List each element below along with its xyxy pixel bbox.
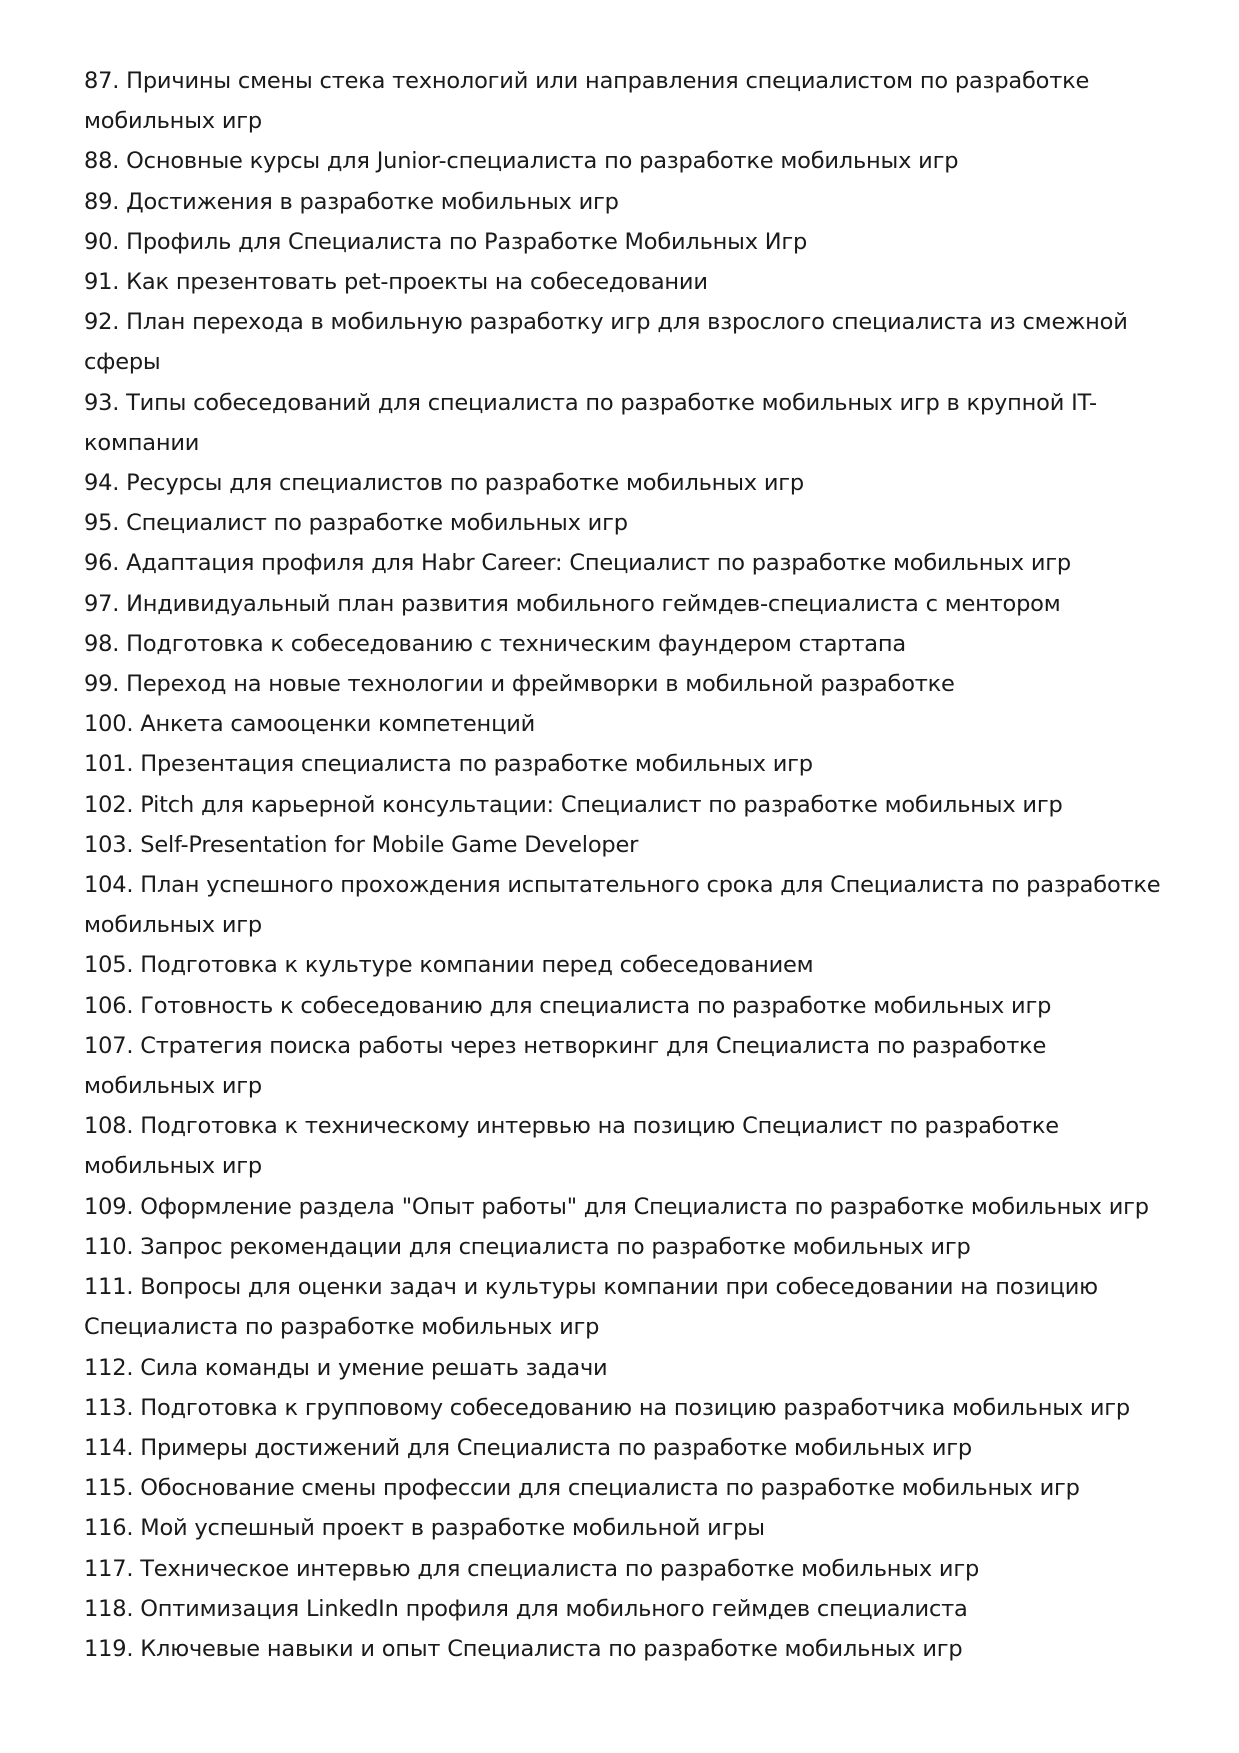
list-item: 104. План успешного прохождения испытательного срока для Специалиста по разработке мобильных игр [84,872,1161,939]
list-item: 114. Примеры достижений для Специалиста по разработке мобильных игр [84,1434,972,1461]
list-item: 115. Обоснование смены профессии для специалиста по разработке мобильных игр [84,1475,1080,1502]
list-item: 89. Достижения в разработке мобильных игр [84,188,619,215]
list-item: 103. Self-Presentation for Mobile Game Developer [84,831,639,858]
list-item: 116. Мой успешный проект в разработке мобильной игры [84,1515,765,1542]
list-item: 88. Основные курсы для Junior-специалиста по разработке мобильных игр [84,148,959,175]
list-item: 105. Подготовка к культуре компании перед собеседованием [84,952,814,979]
list-item: 101. Презентация специалиста по разработке мобильных игр [84,751,813,778]
list-item: 87. Причины смены стека технологий или направления специалистом по разработке мобильных игр [84,68,1090,135]
list-item: 97. Индивидуальный план развития мобильного геймдев-специалиста с ментором [84,590,1061,617]
list-item: 108. Подготовка к техническому интервью на позицию Специалист по разработке мобильных игр [84,1113,1059,1180]
list-item: 92. План перехода в мобильную разработку игр для взрослого специалиста из смежной сферы [84,309,1128,376]
list-item: 98. Подготовка к собеседованию с техническим фаундером стартапа [84,630,906,657]
topic-list [84,61,1174,1669]
list-item: 113. Подготовка к групповому собеседованию на позицию разработчика мобильных игр [84,1394,1131,1421]
list-item: 90. Профиль для Специалиста по Разработке Мобильных Игр [84,228,808,255]
list-item: 93. Типы собеседований для специалиста по разработке мобильных игр в крупной IT-компании [84,389,1097,456]
list-item: 106. Готовность к собеседованию для специалиста по разработке мобильных игр [84,992,1052,1019]
document-page [84,61,1174,1669]
list-item: 94. Ресурсы для специалистов по разработке мобильных игр [84,470,804,497]
list-item: 110. Запрос рекомендации для специалиста по разработке мобильных игр [84,1233,971,1260]
list-item: 95. Специалист по разработке мобильных игр [84,510,628,537]
list-item: 107. Стратегия поиска работы через нетворкинг для Специалиста по разработке мобильных игр [84,1032,1047,1100]
list-item: 91. Как презентовать pet-проекты на собеседовании [84,269,708,296]
list-item: 118. Оптимизация LinkedIn профиля для мобильного геймдев специалиста [84,1595,968,1622]
list-item: 96. Адаптация профиля для Habr Career: Специалист по разработке мобильных игр [84,550,1071,577]
list-item: 112. Сила команды и умение решать задачи [84,1354,608,1381]
list-item: 117. Техническое интервью для специалиста по разработке мобильных игр [84,1555,980,1582]
list-item: 102. Pitch для карьерной консультации: Специалист по разработке мобильных игр [84,791,1063,818]
list-item: 119. Ключевые навыки и опыт Специалиста по разработке мобильных игр [84,1635,963,1662]
list-item: 100. Анкета самооценки компетенций [84,711,536,738]
list-item: 99. Переход на новые технологии и фреймворки в мобильной разработке [84,671,955,698]
list-item: 111. Вопросы для оценки задач и культуры компании при собеседовании на позицию Специалиста по разработке мобильных игр [84,1274,1098,1341]
list-item: 109. Оформление раздела "Опыт работы" для Специалиста по разработке мобильных игр [84,1193,1149,1220]
